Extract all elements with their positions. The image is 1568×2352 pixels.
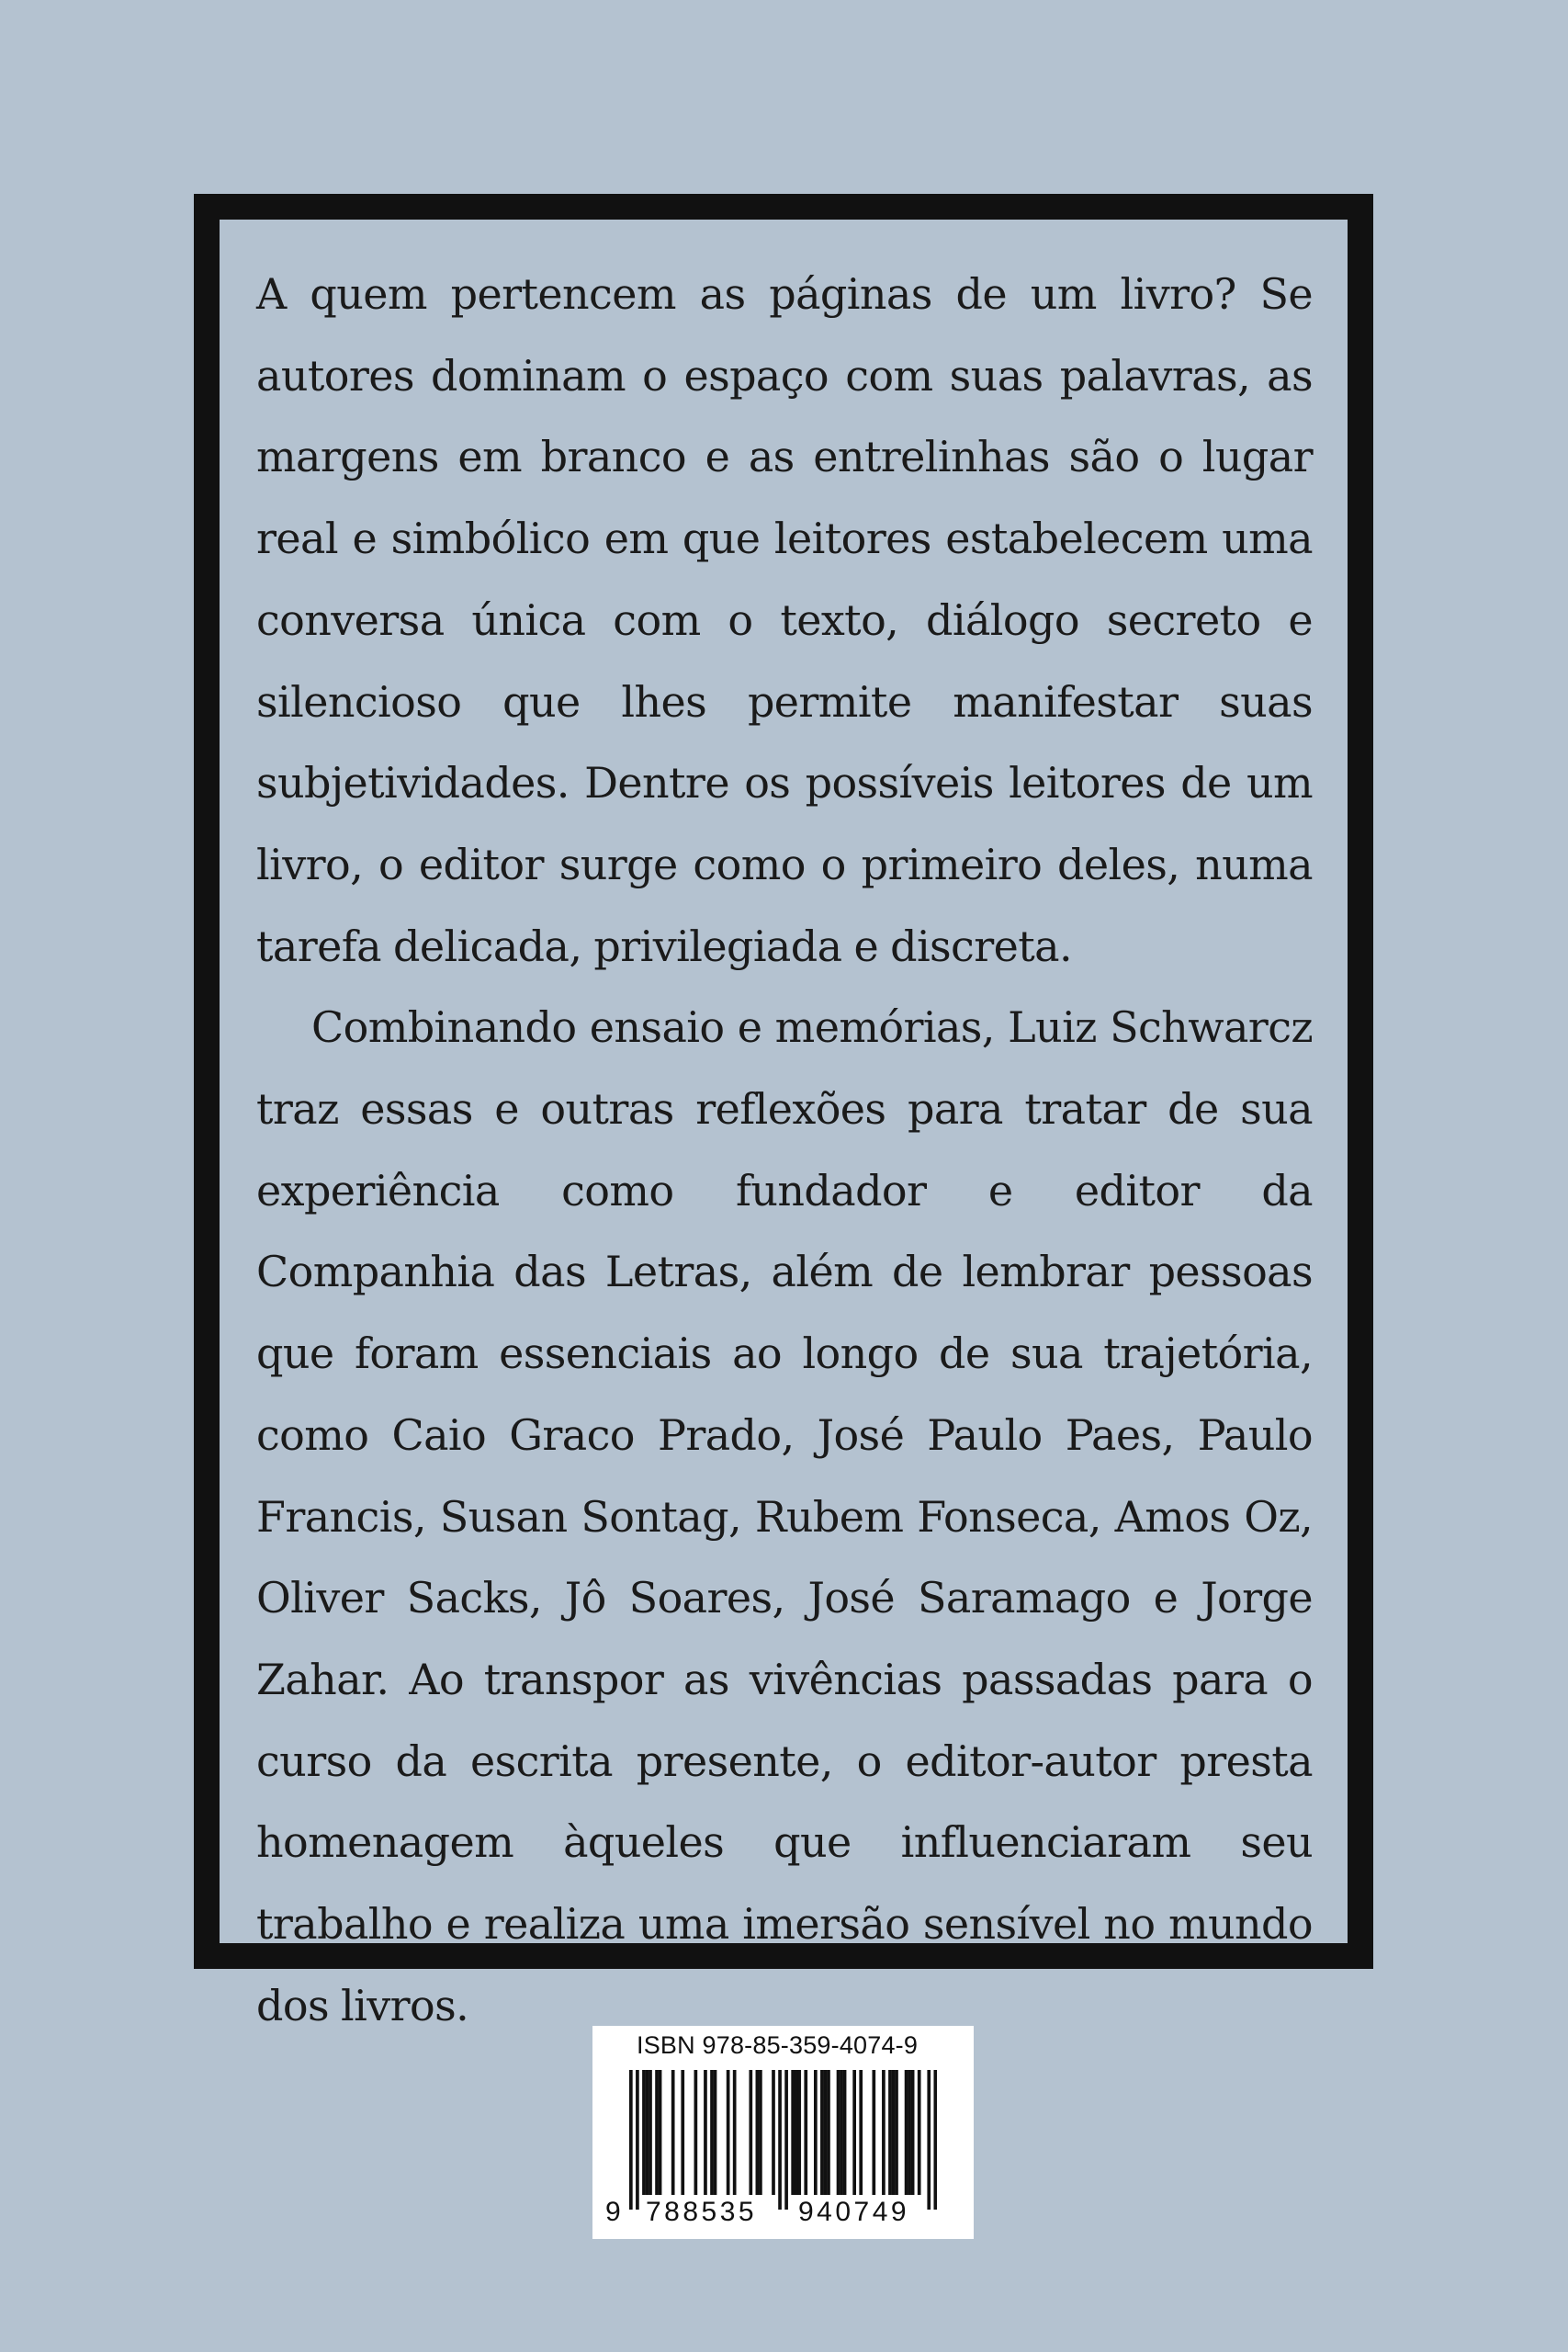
barcode-bar	[859, 2070, 863, 2195]
barcode-bar	[772, 2070, 775, 2195]
barcode-bar	[791, 2070, 795, 2195]
barcode-bar	[927, 2070, 931, 2210]
barcode-bar	[642, 2070, 646, 2195]
barcode-bar	[629, 2070, 633, 2210]
barcode-bar	[749, 2070, 752, 2195]
barcode-bar	[646, 2070, 649, 2195]
barcode-bar	[795, 2070, 798, 2195]
barcode-bar	[694, 2070, 698, 2195]
barcode-bar	[649, 2070, 652, 2195]
barcode-bar	[895, 2070, 898, 2195]
barcode-bar	[714, 2070, 717, 2195]
barcode-bar	[882, 2070, 886, 2195]
barcode-bar	[636, 2070, 639, 2210]
isbn-label: ISBN 978-85-359-4074-9	[637, 2031, 919, 2059]
back-cover-blurb	[256, 254, 1313, 2046]
barcode-digits-left: 788535	[646, 2197, 758, 2227]
barcode-digit-first: 9	[605, 2197, 621, 2227]
barcode-bar	[671, 2070, 675, 2195]
blurb-paragraph-1: A quem pertencem as páginas de um livro? Se autores dominam o espaço com suas palavras, as margens em branco e as entrelinhas são o lugar real e simbólico em que leitores estabelecem uma conversa única com o texto, diálogo secreto e silencioso que lhes permite manifestar suas subjetividades. Dentre os possíveis leitores de um livro, o editor surge como o primeiro deles, numa tarefa delicada, privilegiada e discreta.	[256, 269, 1313, 971]
barcode-bar	[655, 2070, 659, 2195]
barcode-bar	[933, 2070, 937, 2210]
barcode-bar	[905, 2070, 908, 2195]
barcode-digits	[592, 2197, 974, 2233]
barcode-bar	[727, 2070, 730, 2195]
barcode-bar	[710, 2070, 714, 2195]
isbn-barcode	[592, 2026, 974, 2239]
barcode-bar	[784, 2070, 788, 2210]
barcode-bar	[824, 2070, 828, 2195]
barcode-bar	[756, 2070, 760, 2195]
barcode-bar	[888, 2070, 892, 2195]
barcode-bar	[759, 2070, 762, 2195]
barcode-bar	[733, 2070, 737, 2195]
barcode-bars	[629, 2070, 937, 2217]
barcode-bar	[908, 2070, 911, 2195]
barcode-bar	[837, 2070, 840, 2195]
barcode-bar	[814, 2070, 818, 2195]
barcode-bar	[911, 2070, 915, 2195]
barcode-bar	[827, 2070, 830, 2195]
barcode-bar	[918, 2070, 921, 2195]
barcode-bar	[852, 2070, 856, 2195]
barcode-bar	[778, 2070, 782, 2210]
barcode-bar	[804, 2070, 807, 2195]
barcode-bar	[681, 2070, 684, 2195]
barcode-bar	[820, 2070, 824, 2195]
barcode-bar	[840, 2070, 843, 2195]
blurb-paragraph-2: Combinando ensaio e memórias, Luiz Schwarcz traz essas e outras reflexões para tratar de sua experiência como fundador e editor da Companhia das Letras, além de lembrar pessoas que foram essenciais ao longo de sua trajetória, como Caio Graco Prado, José Paulo Paes, Paulo Francis, Susan Sontag, Rubem Fonseca, Amos Oz, Oliver Sacks, Jô Soares, José Saramago e Jorge Zahar. Ao transpor as vivências passadas para o curso da escrita presente, o editor-autor presta homenagem àqueles que influenciaram seu trabalho e realiza uma imersão sensível no mundo dos livros.	[256, 1002, 1313, 2030]
barcode-bar	[892, 2070, 896, 2195]
barcode-bar	[704, 2070, 707, 2195]
barcode-bar	[843, 2070, 847, 2195]
barcode-bar	[659, 2070, 662, 2195]
barcode-bar	[797, 2070, 801, 2195]
barcode-digits-right: 940749	[798, 2197, 910, 2227]
barcode-bar	[872, 2070, 875, 2195]
